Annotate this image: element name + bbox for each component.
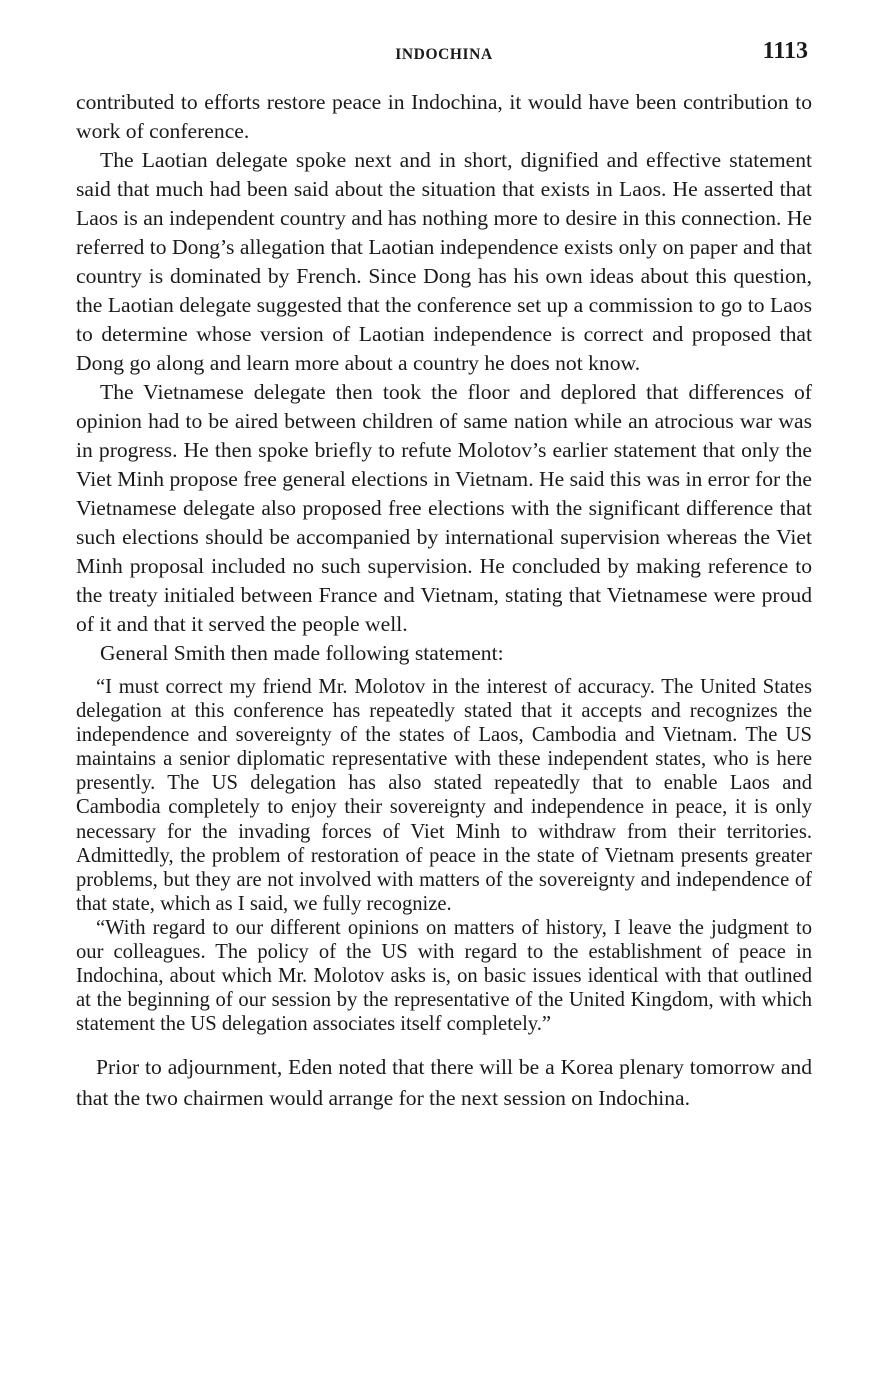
paragraph-vietnamese-delegate: The Vietnamese delegate then took the floor and deplored that differences of opinion had to be aired between children of same nation while an atrocious war was in progress. He then spoke briefly to refute Molotov’s earlier statement that only the Viet Minh propose free general elections in Vietnam. He said this was in error for the Vietnamese delegate also proposed free elections with the significant difference that such elections should be accompanied by international supervision whereas the Viet Minh proposal included no such supervision. He concluded by making reference to the treaty initialed between France and Vietnam, stating that Vietnamese were proud of it and that it served the people well. (76, 380, 812, 636)
quote-paragraph-2: “With regard to our different opinions on matters of history, I leave the judgment to our colleagues. The policy of the US with regard to the establishment of peace in Indochina, about which Mr. Molotov asks is, on basic issues identical with that outlined at the beginning of our session by the representative of the United Kingdom, with which statement the US delegation associates itself completely.” (76, 916, 812, 1036)
narrative (76, 88, 812, 668)
quote-paragraph-1: “I must correct my friend Mr. Molotov in the interest of accuracy. The United States delegation at this conference has repeatedly stated that it accepts and recognizes the independence and sovereignty of the states of Laos, Cambodia and Vietnam. The US maintains a senior diplomatic representative with these independent states, who is here presently. The US delegation has also stated repeatedly that to enable Laos and Cambodia completely to enjoy their sovereignty and independence in peace, it is only necessary for the invading forces of Viet Minh to withdraw from their territories. Admittedly, the problem of restoration of peace in the state of Vietnam presents greater problems, but they are not involved with matters of the sovereignty and independence of that state, which as I said, we fully recognize. (76, 676, 812, 915)
smith-statement-quote (76, 675, 812, 1036)
page-number: 1113 (762, 38, 808, 64)
paragraph-continuation: contributed to efforts restore peace in Indochina, it would have been contribution to work of conference. (76, 90, 812, 143)
page-header (76, 38, 812, 74)
page-body (76, 88, 812, 1114)
paragraph-laotian-delegate: The Laotian delegate spoke next and in short, dignified and effective statement said that much had been said about the situation that exists in Laos. He asserted that Laos is an independent country and has nothing more to desire in this connection. He referred to Dong’s allegation that Laotian independence exists only on paper and that country is dominated by French. Since Dong has his own ideas about this question, the Laotian delegate suggested that the conference set up a commission to go to Laos to determine whose version of Laotian independence is correct and proposed that Dong go along and learn more about a country he does not know. (76, 148, 812, 375)
running-head: INDOCHINA (395, 46, 493, 63)
paragraph-smith-intro: General Smith then made following statement: (100, 641, 504, 665)
paragraph-adjournment: Prior to adjournment, Eden noted that there will be a Korea plenary tomorrow and that the two chairmen would arrange for the next session on Indochina. (76, 1055, 812, 1111)
closing-section (76, 1052, 812, 1114)
